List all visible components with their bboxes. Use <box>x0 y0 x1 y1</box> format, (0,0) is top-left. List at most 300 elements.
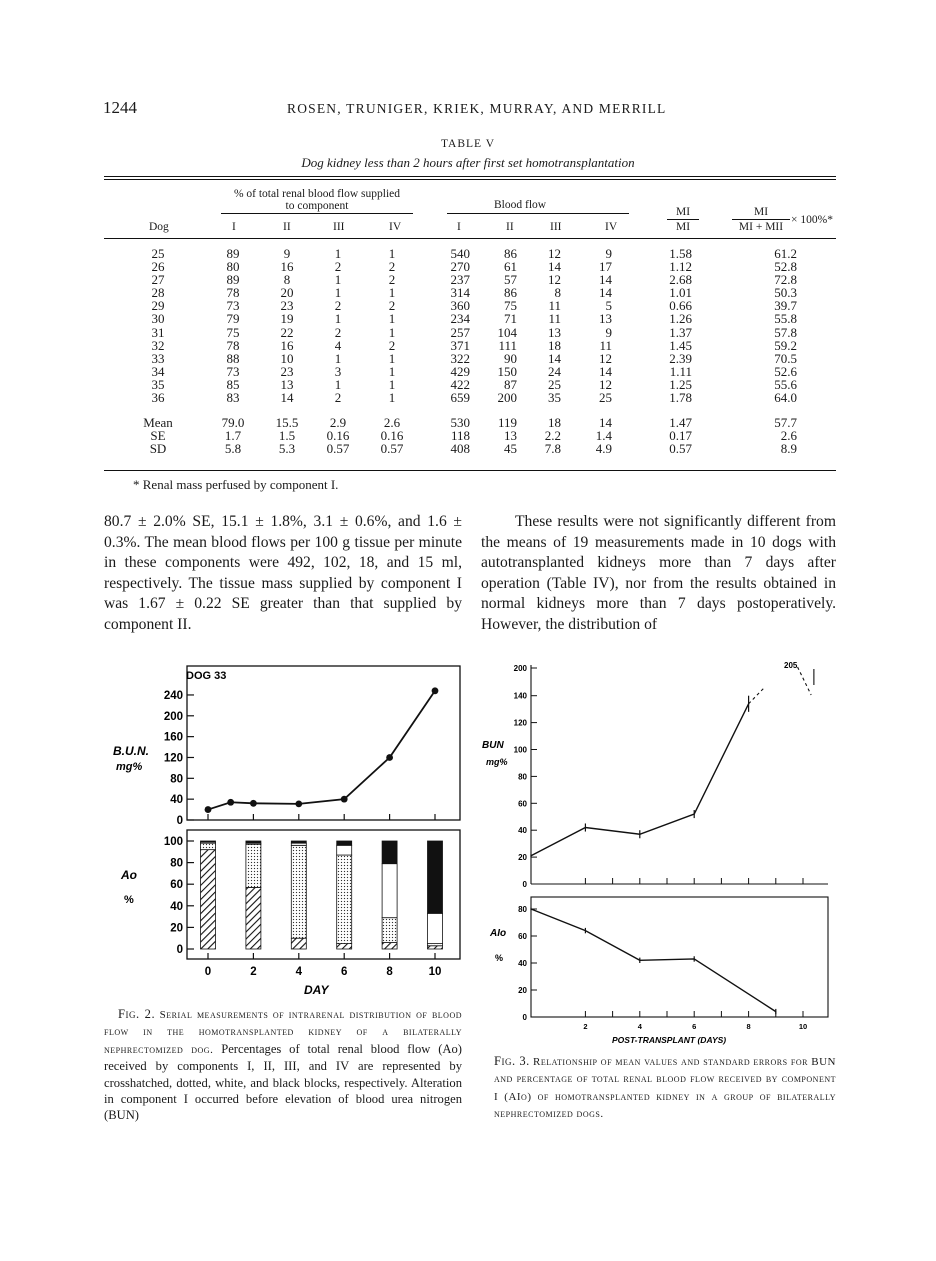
table-cell: 1 <box>388 350 396 366</box>
table-cell: 90 <box>504 350 517 366</box>
table-cell: 0.66 <box>669 298 692 314</box>
table-cell: 150 <box>497 363 517 379</box>
table-cell: 14 <box>599 272 612 288</box>
table-cell: 61 <box>504 259 517 275</box>
col-header-flow-2: II <box>506 221 514 233</box>
table-cell: 1 <box>334 272 342 288</box>
fig3-bun-extension <box>749 687 765 704</box>
col-header-pct-2: II <box>283 221 291 233</box>
table-cell: 200 <box>497 390 517 406</box>
table-cell: 13 <box>280 376 294 392</box>
table-cell: 83 <box>226 390 240 406</box>
table-cell: 35 <box>151 376 165 392</box>
table-cell: 16 <box>280 337 294 353</box>
fig3-caption-lead: Fig. 3. <box>494 1054 530 1068</box>
table-cell: 1 <box>334 350 342 366</box>
table-cell: 34 <box>151 363 165 379</box>
summary-cell: 118 <box>450 428 470 444</box>
summary-cell: 14 <box>599 415 612 431</box>
fig2-xtick-label: 2 <box>250 966 257 978</box>
fig3-caption-sc: Relationship of mean values and standard errors for BUN and percentage of total renal blood flow received by component I (AIo) of homotransplanted kidney in a group of bilaterally nephrectomized dogs. <box>494 1056 836 1121</box>
table-cell: 86 <box>504 285 517 301</box>
table-cell: 87 <box>504 376 517 392</box>
table-cell: 25 <box>151 246 165 261</box>
table-cell: 12 <box>599 350 612 366</box>
table-cell: 52.6 <box>774 363 797 379</box>
summary-column-4 <box>316 416 360 455</box>
table-bottom-rule <box>104 470 836 471</box>
table-column-6 <box>451 247 471 404</box>
table-cell: 360 <box>450 298 470 314</box>
fig3-top-ytick-label: 120 <box>513 718 527 728</box>
fig2-bar-segment-I <box>201 850 216 949</box>
fig3-top-ytick-label: 200 <box>513 664 527 673</box>
summary-column-1 <box>136 416 180 455</box>
summary-column-9 <box>596 416 612 455</box>
table-cell: 79 <box>226 311 240 327</box>
table-cell: 13 <box>548 324 561 340</box>
table-cell: 59.2 <box>774 337 797 353</box>
table-group-header-percent: % of total renal blood flow supplied to component <box>233 188 401 212</box>
fig2-top-frame <box>187 666 460 820</box>
fig2-caption <box>104 1006 462 1124</box>
table-cell: 29 <box>151 298 165 314</box>
fig2-bar-segment-III <box>382 864 397 918</box>
summary-cell: Mean <box>143 415 173 431</box>
fig2-ao-unit: % <box>124 894 134 906</box>
fig2-xtick-label: 0 <box>204 966 212 978</box>
ratio-fraction-bar <box>667 219 699 220</box>
table-cell: 22 <box>280 324 294 340</box>
table-cell: 1 <box>388 376 396 392</box>
table-cell: 55.6 <box>774 376 797 392</box>
table-cell: 57.8 <box>774 324 797 340</box>
table-cell: 1 <box>388 246 396 261</box>
fig2-bar-segment-I <box>246 887 261 949</box>
fig3-xtick-label: 2 <box>583 1022 588 1031</box>
table-cell: 2 <box>334 390 342 406</box>
table-cell: 1 <box>334 376 342 392</box>
summary-cell: 13 <box>504 428 517 444</box>
fig3-top-ytick-label: 40 <box>518 826 527 836</box>
fig2-xtick-label: 4 <box>295 966 303 978</box>
fig2-bun-point <box>432 687 439 694</box>
table-cell: 1 <box>388 324 396 340</box>
table-cell: 1 <box>388 285 396 301</box>
table-cell: 9 <box>605 246 612 261</box>
table-cell: 18 <box>548 337 561 353</box>
fig2-dog-label: DOG 33 <box>186 670 227 682</box>
table-cell: 31 <box>151 324 165 340</box>
col-header-ratio-den: MI <box>675 221 691 233</box>
fig2-xtick-label: 8 <box>386 966 393 978</box>
table-cell: 14 <box>280 390 294 406</box>
table-cell: 2 <box>388 298 396 314</box>
table-cell: 9 <box>283 246 291 261</box>
body-text-right: These results were not significantly different from the means of 19 measurements made in 10 dogs with autotransplanted kidneys more than 7 days after operation (Table IV), nor from the results obtained in normal kidneys more than 7 days postoperatively. However, the distribution of <box>481 513 836 633</box>
frac-fraction-bar <box>732 219 790 220</box>
table-cell: 9 <box>605 324 612 340</box>
table-footnote: * Renal mass perfused by component I. <box>133 477 339 492</box>
summary-column-6 <box>451 416 471 455</box>
table-column-11 <box>774 247 797 404</box>
table-cell: 12 <box>548 246 561 261</box>
fig2-bar-segment-I <box>291 938 306 949</box>
col-header-flow-4: IV <box>605 221 618 233</box>
table-cell: 8 <box>554 285 561 301</box>
table-cell: 1 <box>334 246 342 261</box>
table-cell: 1.45 <box>669 337 692 353</box>
table-cell: 234 <box>450 311 470 327</box>
fig3-bun-unit: mg% <box>486 757 508 767</box>
fig3-top-ytick-label: 80 <box>518 772 527 782</box>
summary-cell: 2.6 <box>383 415 401 431</box>
fig3-bun-panel <box>514 664 828 889</box>
summary-cell: 57.7 <box>774 415 797 431</box>
fig2-bar-segment-III <box>428 913 443 943</box>
table-cell: 237 <box>450 272 470 288</box>
table-cell: 371 <box>450 337 470 353</box>
table-column-3 <box>267 247 307 404</box>
table-cell: 10 <box>280 350 294 366</box>
table-cell: 64.0 <box>774 390 797 406</box>
table-cell: 85 <box>226 376 240 392</box>
table-group-header-flow: Blood flow <box>494 199 547 211</box>
fig2-bar-segment-II <box>291 845 306 938</box>
fig2-top-ytick-label: 240 <box>163 689 183 702</box>
col-header-pct-1: I <box>232 221 236 233</box>
group-underline-percent <box>221 213 413 214</box>
table-column-2 <box>213 247 253 404</box>
table-cell: 14 <box>548 259 561 275</box>
summary-column-8 <box>545 416 561 455</box>
fig2-bun-point <box>227 799 234 806</box>
body-text-left: 80.7 ± 2.0% SE, 15.1 ± 1.8%, 3.1 ± 0.6%, and 1.6 ± 0.3%. The mean blood flows per 100 g tissue per minute in these components were 492, 102, 18, and 15 ml, respectively. The tissue mass supplied by component I was 1.67 ± 0.22 SE greater than that supplied by component II. <box>104 513 462 633</box>
fig2-xlabel: DAY <box>304 983 329 997</box>
table-header-rule <box>104 238 836 239</box>
fig2-xtick-label: 6 <box>340 966 348 978</box>
summary-cell: 0.16 <box>326 428 350 444</box>
table-cell: 1.01 <box>669 285 692 301</box>
summary-cell: 530 <box>450 415 470 431</box>
table-cell: 314 <box>450 285 470 301</box>
table-top-rule-2 <box>104 179 836 180</box>
table-cell: 73 <box>226 363 240 379</box>
fig3-xtick-label: 8 <box>746 1022 751 1031</box>
fig2-bar-segment-I <box>428 946 443 949</box>
summary-cell: 4.9 <box>595 441 612 457</box>
summary-cell: 2.6 <box>780 428 797 444</box>
table-cell: 24 <box>548 363 561 379</box>
table-cell: 86 <box>504 246 517 261</box>
fig3-bottom-ytick-label: 40 <box>518 959 527 968</box>
fig2-bar-segment-III <box>337 845 352 855</box>
fig2-top-ytick-label: 80 <box>170 773 183 786</box>
summary-cell: 5.3 <box>278 441 296 457</box>
fig2-bottom-ytick-label: 40 <box>170 900 183 913</box>
table-cell: 70.5 <box>774 350 797 366</box>
fig3-xtick-label: 10 <box>798 1022 808 1031</box>
group-underline-flow <box>447 213 629 214</box>
table-cell: 4 <box>334 337 342 353</box>
summary-cell: 1.5 <box>278 428 296 444</box>
table-cell: 25 <box>548 376 561 392</box>
table-cell: 23 <box>280 298 294 314</box>
table-cell: 78 <box>226 337 240 353</box>
table-cell: 11 <box>548 311 561 327</box>
table-column-1 <box>138 247 178 404</box>
summary-cell: 0.57 <box>380 441 404 457</box>
fig2-top-ytick-label: 200 <box>163 710 183 723</box>
fig2-bar-segment-IV <box>246 841 261 843</box>
table-cell: 71 <box>504 311 517 327</box>
fig2-bar-segment-IV <box>201 841 216 842</box>
fig2-bun-unit: mg% <box>116 761 143 773</box>
table-cell: 30 <box>151 311 165 327</box>
fig2-bottom-frame <box>187 830 460 959</box>
fig3-top-ytick-label: 60 <box>518 799 527 809</box>
col-header-frac-suffix: × 100%* <box>791 214 833 226</box>
page-number: 1244 <box>103 98 137 117</box>
table-cell: 12 <box>599 376 612 392</box>
fig3-ai-unit: % <box>495 953 504 963</box>
summary-cell: 1.4 <box>595 428 612 444</box>
summary-cell: 8.9 <box>780 441 797 457</box>
fig2-bun-point <box>386 754 393 761</box>
table-cell: 52.8 <box>774 259 797 275</box>
fig3-ai-label: AIo <box>490 928 507 939</box>
table-cell: 1.12 <box>669 259 692 275</box>
table-cell: 1.58 <box>669 246 692 261</box>
summary-cell: 0.57 <box>669 441 692 457</box>
fig3-xtick-label: 4 <box>637 1022 642 1031</box>
summary-column-2 <box>211 416 255 455</box>
fig3-bottom-ytick-label: 0 <box>522 1013 527 1022</box>
fig2-bottom-ytick-label: 20 <box>170 922 183 935</box>
table-cell: 39.7 <box>774 298 797 314</box>
fig2-bar-segment-II <box>382 918 397 943</box>
table-cell: 2 <box>388 337 396 353</box>
table-cell: 11 <box>599 337 612 353</box>
fig2-chart <box>100 660 470 1005</box>
table-cell: 2 <box>388 272 396 288</box>
table-cell: 72.8 <box>774 272 797 288</box>
table-cell: 50.3 <box>774 285 797 301</box>
summary-cell: 45 <box>504 441 517 457</box>
table-cell: 2 <box>388 259 396 275</box>
table-cell: 14 <box>599 363 612 379</box>
col-header-frac-num: MI <box>753 206 769 218</box>
summary-cell: 0.16 <box>380 428 404 444</box>
table-cell: 14 <box>548 350 561 366</box>
table-column-8 <box>548 247 561 404</box>
table-cell: 1 <box>334 311 342 327</box>
table-cell: 27 <box>151 272 165 288</box>
fig2-caption-rest: Percentages of total renal blood flow (Ao) received by components I, II, III, and IV are represented by crosshatched, dotted, white, and black blocks, respectively. Alteration in component I occurred before elevation of blood urea nitrogen (BUN) <box>104 1041 462 1123</box>
table-cell: 1.26 <box>669 311 692 327</box>
table-cell: 20 <box>280 285 294 301</box>
fig3-chart <box>478 655 838 1050</box>
table-cell: 78 <box>226 285 240 301</box>
table-cell: 75 <box>226 324 240 340</box>
col-header-dog: Dog <box>149 221 169 233</box>
fig2-bar-segment-II <box>246 844 261 887</box>
summary-cell: 1.47 <box>669 415 692 431</box>
table-cell: 1.25 <box>669 376 692 392</box>
col-header-flow-1: I <box>457 221 461 233</box>
table-cell: 89 <box>226 246 240 261</box>
summary-column-3 <box>265 416 309 455</box>
summary-cell: 15.5 <box>275 415 299 431</box>
table-cell: 28 <box>151 285 165 301</box>
fig3-caption <box>494 1053 836 1123</box>
summary-cell: 79.0 <box>221 415 245 431</box>
table-cell: 2.39 <box>669 350 692 366</box>
table-cell: 1 <box>388 390 396 406</box>
fig3-xtick-label: 6 <box>692 1022 697 1031</box>
table-cell: 55.8 <box>774 311 797 327</box>
table-cell: 2 <box>334 259 342 275</box>
table-cell: 104 <box>497 324 517 340</box>
fig2-caption-sc: Serial measurements of intrarenal distribution of blood flow in the homotransplanted kidney of a bilaterally nephrectomized dog. <box>104 1009 463 1056</box>
fig3-xlabel: POST-TRANSPLANT (DAYS) <box>612 1035 727 1045</box>
fig2-bun-panel <box>164 666 460 827</box>
table-cell: 35 <box>548 390 561 406</box>
table-cell: 11 <box>548 298 561 314</box>
fig2-top-ytick-label: 120 <box>163 752 183 765</box>
table-cell: 1.37 <box>669 324 692 340</box>
fig3-top-ytick-label: 0 <box>522 880 527 889</box>
table-cell: 23 <box>280 363 294 379</box>
fig2-top-ytick-label: 160 <box>163 731 183 744</box>
table-cell: 25 <box>599 390 612 406</box>
fig3-top-ytick-label: 20 <box>518 853 527 863</box>
fig2-top-ytick-label: 40 <box>170 794 183 807</box>
summary-cell: SD <box>149 441 167 457</box>
fig2-bar-segment-II <box>201 843 216 849</box>
summary-cell: SE <box>150 428 166 444</box>
fig3-ai-panel <box>518 897 828 1031</box>
fig2-ao-label: Ao <box>121 868 137 882</box>
table-cell: 13 <box>599 311 612 327</box>
summary-cell: 408 <box>450 441 470 457</box>
table-cell: 36 <box>151 390 165 406</box>
summary-cell: 119 <box>497 415 517 431</box>
col-header-pct-3: III <box>333 221 345 233</box>
table-cell: 2 <box>334 298 342 314</box>
fig2-bottom-ytick-label: 100 <box>163 836 183 848</box>
table-cell: 73 <box>226 298 240 314</box>
fig2-top-ytick-label: 0 <box>176 815 183 827</box>
summary-column-7 <box>498 416 517 455</box>
table-cell: 1.11 <box>669 363 692 379</box>
fig2-bottom-ytick-label: 0 <box>176 944 183 956</box>
table-cell: 1.78 <box>669 390 692 406</box>
table-cell: 89 <box>226 272 240 288</box>
summary-column-10 <box>669 416 692 455</box>
summary-cell: 18 <box>548 415 561 431</box>
fig2-xtick-label: 10 <box>428 966 442 978</box>
fig2-bun-line <box>208 691 435 810</box>
fig2-bar-segment-IV <box>291 841 306 843</box>
table-cell: 12 <box>548 272 561 288</box>
table-cell: 3 <box>334 363 342 379</box>
col-header-ratio-num: MI <box>675 206 691 218</box>
summary-cell: 5.8 <box>224 441 242 457</box>
table-column-9 <box>599 247 612 404</box>
summary-cell: 2.2 <box>544 428 561 444</box>
fig2-bun-point <box>250 800 257 807</box>
summary-cell: 0.17 <box>669 428 692 444</box>
running-head: ROSEN, TRUNIGER, KRIEK, MURRAY, AND MERRILL <box>287 101 667 116</box>
table-caption: Dog kidney less than 2 hours after first set homotransplantation <box>301 155 635 170</box>
table-cell: 111 <box>498 337 517 353</box>
fig2-bottom-ytick-label: 60 <box>170 879 183 892</box>
table-cell: 75 <box>504 298 517 314</box>
table-cell: 80 <box>226 259 240 275</box>
table-cell: 429 <box>450 363 470 379</box>
fig3-bun-extension-2 <box>798 667 812 695</box>
fig2-bottom-ytick-label: 80 <box>170 857 183 870</box>
table-top-rule <box>104 176 836 177</box>
fig2-bun-point <box>205 806 212 813</box>
table-cell: 8 <box>283 272 291 288</box>
col-header-pct-4: IV <box>389 221 402 233</box>
table-cell: 659 <box>450 390 470 406</box>
fig2-caption-lead: Fig. 2. <box>118 1007 156 1021</box>
fig3-bottom-ytick-label: 80 <box>518 905 527 914</box>
col-header-frac-den: MI + MII <box>738 221 784 233</box>
fig3-top-ytick-label: 100 <box>513 745 527 755</box>
table-cell: 322 <box>450 350 470 366</box>
summary-cell: 2.9 <box>329 415 347 431</box>
table-cell: 17 <box>599 259 612 275</box>
table-cell: 1 <box>388 311 396 327</box>
table-cell: 88 <box>226 350 240 366</box>
table-cell: 257 <box>450 324 470 340</box>
fig3-ai-line <box>531 909 776 1012</box>
table-cell: 270 <box>450 259 470 275</box>
fig2-bar-segment-I <box>337 944 352 949</box>
fig3-bottom-ytick-label: 20 <box>518 986 527 995</box>
table-cell: 2.68 <box>669 272 692 288</box>
table-column-7 <box>498 247 518 404</box>
table-cell: 61.2 <box>774 246 797 261</box>
fig3-top-ytick-label: 140 <box>513 691 527 701</box>
table-cell: 1 <box>334 285 342 301</box>
fig3-bottom-frame <box>531 897 828 1017</box>
table-cell: 57 <box>504 272 517 288</box>
fig2-bun-point <box>341 796 348 803</box>
table-cell: 33 <box>151 350 165 366</box>
table-cell: 1 <box>388 363 396 379</box>
fig2-bar-segment-I <box>382 943 397 949</box>
col-header-flow-3: III <box>550 221 562 233</box>
table-cell: 422 <box>450 376 470 392</box>
fig3-bottom-ytick-label: 60 <box>518 932 527 941</box>
table-cell: 26 <box>151 259 165 275</box>
summary-column-11 <box>774 416 797 455</box>
table-cell: 19 <box>280 311 294 327</box>
fig2-bun-label: B.U.N. <box>113 744 149 758</box>
summary-cell: 7.8 <box>544 441 561 457</box>
table-cell: 540 <box>450 246 470 261</box>
table-column-10 <box>669 247 692 404</box>
table-column-4 <box>318 247 358 404</box>
fig3-bun-label: BUN <box>482 740 504 751</box>
fig2-ao-panel <box>164 830 460 978</box>
table-column-5 <box>372 247 412 404</box>
